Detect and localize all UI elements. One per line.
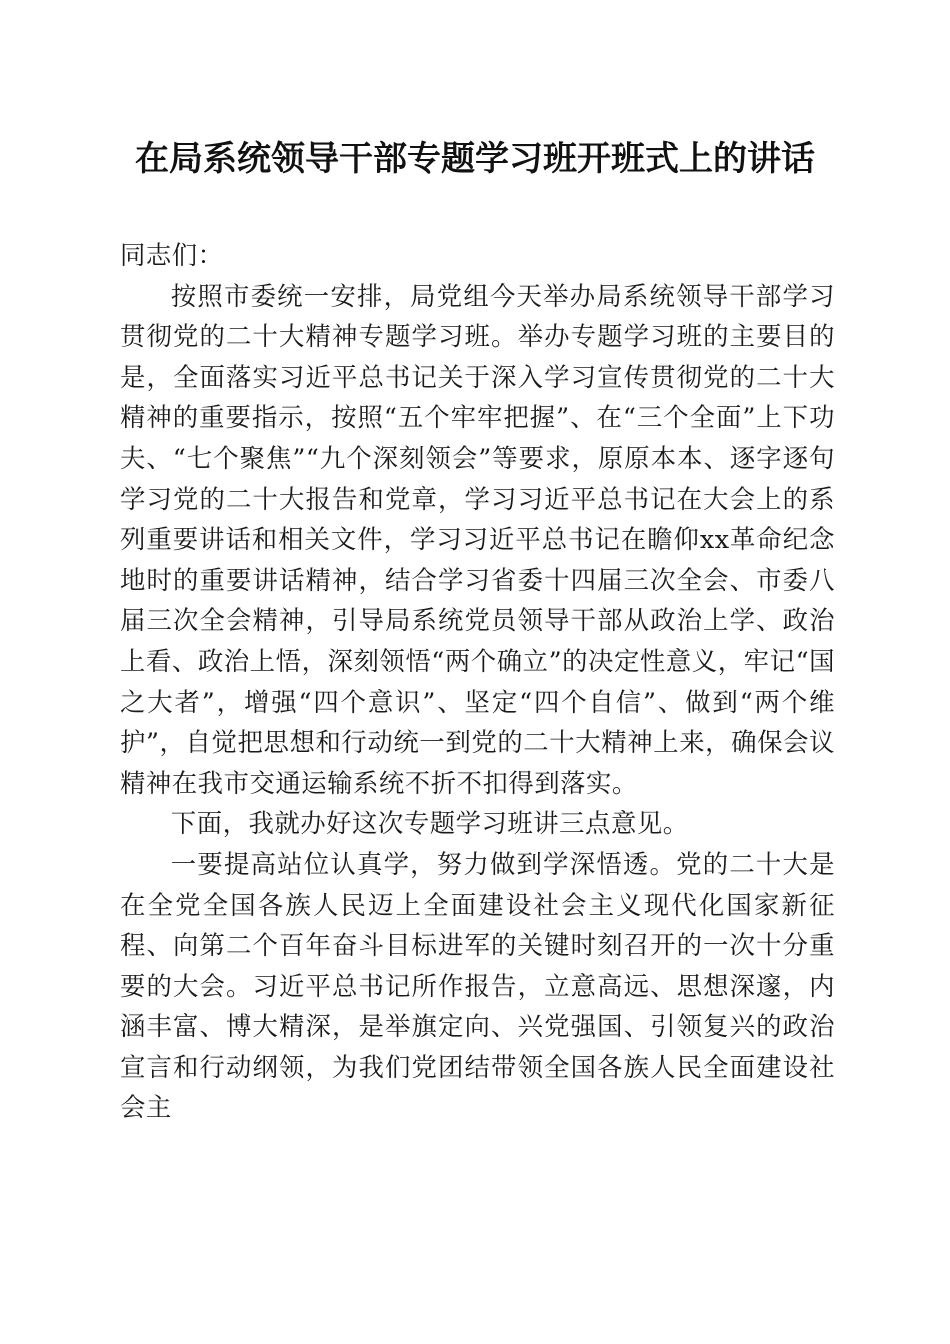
paragraph-point-one: 一要提高站位认真学，努力做到学深悟透。党的二十大是在全党全国各族人民迈上全面建设社会主义现代化国家新征程、向第二个百年奋斗目标进军的关键时刻召开的一次十分重要的大会。习近平总书记所作报告，立意高远、思想深邃，内涵丰富、博大精深，是举旗定向、兴党强国、引领复兴的政治宣言和行动纲领，为我们党团结带领全国各族人民全面建设社会主 <box>120 848 835 1123</box>
document-title: 在局系统领导干部专题学习班开班式上的讲话 <box>135 139 815 179</box>
paragraph-intro: 按照市委统一安排，局党组今天举办局系统领导干部学习贯彻党的二十大精神专题学习班。举办专题学习班的主要目的是，全面落实习近平总书记关于深入学习宣传贯彻党的二十大精神的重要指示，按照“五个牢牢把握”、在“三个全面”上下功夫、“七个聚焦”“九个深刻领会”等要求，原原本本、逐字逐句学习党的二十大报告和党章，学习习近平总书记在大会上的系列重要讲话和相关文件，学习习近平总书记在瞻仰xx革命纪念地时的重要讲话精神，结合学习省委十四届三次全会、市委八届三次全会精神，引导局系统党员领导干部从政治上学、政治上看、政治上悟，深刻领悟“两个确立”的决定性意义，牢记“国之大者”，增强“四个意识”、坚定“四个自信”、做到“两个维护”，自觉把思想和行动统一到党的二十大精神上来，确保会议精神在我市交通运输系统不折不扣得到落实。 <box>120 280 835 798</box>
document-body <box>120 235 835 1128</box>
paragraph-transition: 下面，我就办好这次专题学习班讲三点意见。 <box>170 808 689 839</box>
salutation: 同志们： <box>120 240 224 270</box>
